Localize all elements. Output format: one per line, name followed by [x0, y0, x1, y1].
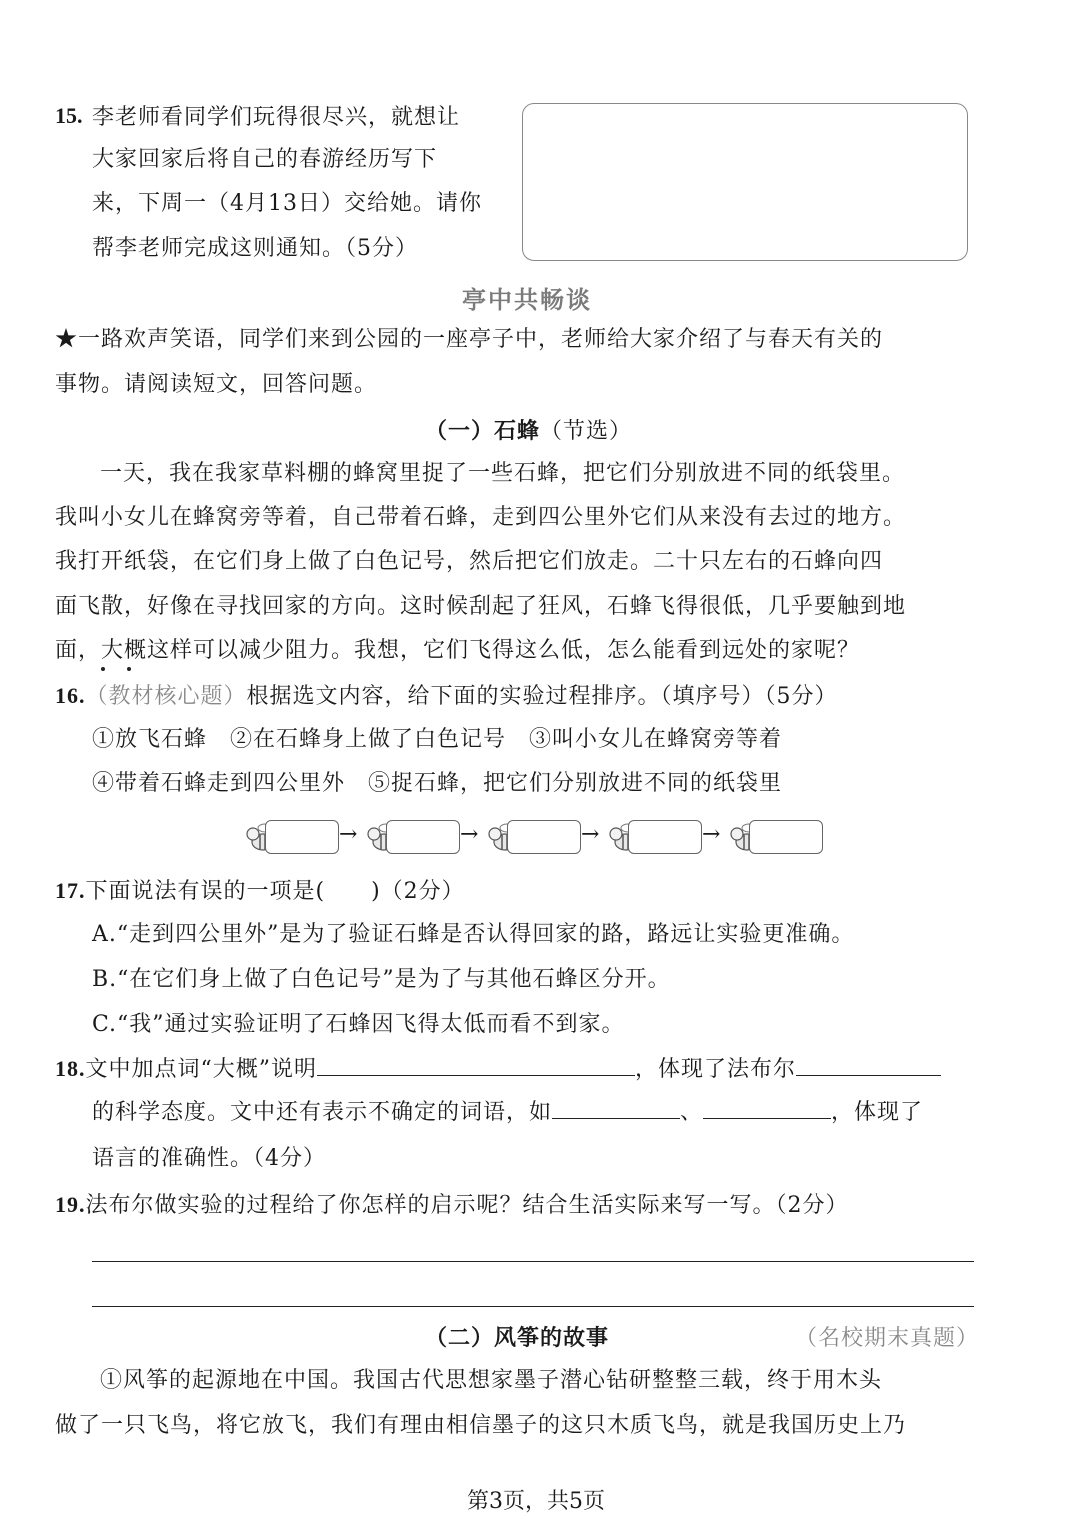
q18-blank-1[interactable]	[317, 1075, 635, 1076]
q16-options-line-1: ①放飞石蜂 ②在石蜂身上做了白色记号 ③叫小女儿在蜂窝旁等着	[92, 727, 783, 752]
intro-line-2: 事物。请阅读短文，回答问题。	[55, 372, 378, 397]
emphasis-dot	[101, 667, 105, 671]
sequence-arrow: →	[339, 822, 358, 847]
q15-line-2: 大家回家后将自己的春游经历写下	[92, 147, 438, 172]
q19-writing-line-2[interactable]	[92, 1306, 974, 1307]
passage1-line-2: 我叫小女儿在蜂窝旁等着，自己带着石蜂，走到四公里外它们从来没有去过的地方。	[55, 505, 907, 530]
passage2-tag: （名校期末真题）	[795, 1326, 980, 1351]
passage1-subtitle: （节选）	[540, 419, 633, 444]
sequence-box-5[interactable]	[749, 820, 823, 854]
sequence-flow	[243, 818, 833, 858]
passage2-title: （二）风筝的故事	[425, 1325, 610, 1351]
q18-part1: 文中加点词“大概”说明	[85, 1057, 317, 1082]
q15-line-4: 帮李老师完成这则通知。（5分）	[92, 236, 418, 261]
q16-text: 根据选文内容，给下面的实验过程排序。（填序号）（5分）	[246, 684, 838, 709]
passage1-line-4: 面飞散，好像在寻找回家的方向。这时候刮起了狂风，石蜂飞得很低，几乎要触到地	[55, 594, 907, 619]
q16-options-line-2: ④带着石蜂走到四公里外 ⑤捉石蜂，把它们分别放进不同的纸袋里	[92, 771, 783, 796]
section-heading: 亭中共畅谈	[462, 285, 592, 314]
passage1-title	[425, 414, 632, 445]
q17-text: 下面说法有误的一项是( )（2分）	[85, 879, 465, 904]
q16-tag: （教材核心题）	[85, 684, 247, 709]
q18-sep: 、	[680, 1100, 704, 1125]
q17-option-b[interactable]: B.“在它们身上做了白色记号”是为了与其他石蜂区分开。	[92, 967, 671, 992]
question-number-19: 19.	[55, 1192, 86, 1217]
q17-option-a[interactable]: A.“走到四公里外”是为了验证石蜂是否认得回家的路，路远让实验更准确。	[92, 922, 855, 947]
question-number-16: 16.	[55, 683, 86, 708]
page-footer: 第3页，共5页	[467, 1489, 605, 1514]
emphasis-dot	[127, 667, 131, 671]
intro-line-1: ★一路欢声笑语，同学们来到公园的一座亭子中，老师给大家介绍了与春天有关的	[55, 327, 884, 352]
q18-blank-3[interactable]	[552, 1118, 680, 1119]
sequence-box-4[interactable]	[628, 820, 702, 854]
question-number-17: 17.	[55, 878, 86, 903]
sequence-box-3[interactable]	[507, 820, 581, 854]
q19-text: 法布尔做实验的过程给了你怎样的启示呢？结合生活实际来写一写。（2分）	[85, 1193, 849, 1218]
sequence-box-2[interactable]	[386, 820, 460, 854]
q18-blank-4[interactable]	[703, 1118, 831, 1119]
q18-part2: ，体现了法布尔	[635, 1057, 797, 1082]
q19-writing-line-1[interactable]	[92, 1261, 974, 1262]
sequence-arrow: →	[581, 822, 600, 847]
q15-line-3: 来，下周一（4月13日）交给她。请你	[92, 191, 482, 216]
question-number-18: 18.	[55, 1056, 86, 1081]
q19-line	[55, 1190, 849, 1221]
passage1-line-1: 一天，我在我家草料棚的蜂窝里捉了一些石蜂，把它们分别放进不同的纸袋里。	[100, 461, 906, 486]
sequence-box-1[interactable]	[265, 820, 339, 854]
sequence-arrow: →	[460, 822, 479, 847]
q16-line	[55, 681, 838, 712]
passage2-line-2: 做了一只飞鸟，将它放飞，我们有理由相信墨子的这只木质飞鸟，就是我国历史上乃	[55, 1413, 907, 1438]
question-number-15: 15.	[55, 103, 83, 128]
q15-line-1: 李老师看同学们玩得很尽兴，就想让	[92, 105, 461, 130]
q17-line	[55, 876, 465, 907]
q17-option-c[interactable]: C.“我”通过实验证明了石蜂因飞得太低而看不到家。	[92, 1012, 625, 1037]
q18-line-3: 语言的准确性。（4分）	[92, 1146, 326, 1171]
sequence-arrow: →	[702, 822, 721, 847]
q18-line-2	[92, 1098, 923, 1128]
passage1-title-main: （一）石蜂	[425, 418, 541, 444]
q18-part4: ，体现了	[831, 1100, 924, 1125]
q18-line-1	[55, 1054, 941, 1085]
q18-blank-2[interactable]	[796, 1075, 941, 1076]
passage1-line-5: 面，大概这样可以减少阻力。我想，它们飞得这么低，怎么能看到远处的家呢？	[55, 638, 861, 663]
passage1-line-3: 我打开纸袋，在它们身上做了白色记号，然后把它们放走。二十只左右的石蜂向四	[55, 549, 884, 574]
passage2-line-1: ①风筝的起源地在中国。我国古代思想家墨子潜心钻研整整三载，终于用木头	[100, 1368, 883, 1393]
q18-part3: 的科学态度。文中还有表示不确定的词语，如	[92, 1100, 553, 1125]
q15-answer-box[interactable]	[522, 103, 968, 261]
